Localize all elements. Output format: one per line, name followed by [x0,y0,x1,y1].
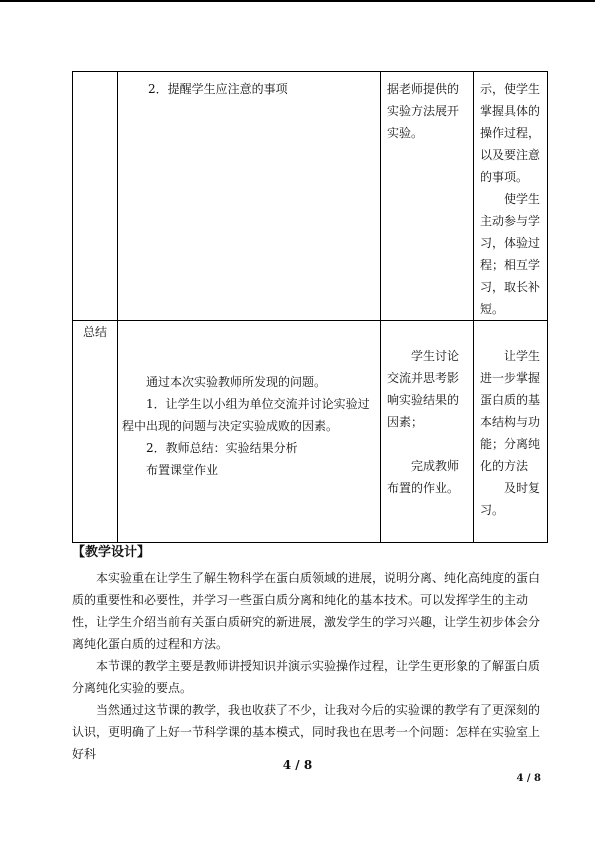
design-intent-cell [474,72,548,321]
design-intent-text: 让学生进一步掌握蛋白质的基本结构与功能；分离纯化的方法 [480,349,541,473]
lesson-table [72,71,548,543]
teacher-activity-cell [118,321,381,543]
table-row [73,321,548,543]
paragraph: 本实验重在让学生了解生物科学在蛋白质领域的进展，说明分离、纯化高纯度的蛋白质的重要性和必要性，并学习一些蛋白质分离和纯化的基本技术。可以发挥学生的主动性，让学生介绍当前有关蛋白质研究的新进展，激发学生的学习兴趣，让学生初步体会分离纯化蛋白质的过程和方法。 [72,571,541,651]
design-intent-cell [474,321,548,543]
student-activity-cell [381,321,474,543]
teacher-activity-text: 通过本次实验教师所发现的问题。 [146,375,327,389]
section-body [72,567,542,765]
design-intent-text: 示，使学生掌握具体的操作过程，以及要注意的事项。 [480,82,541,184]
stage-cell [73,321,118,543]
table-row [73,72,548,321]
teacher-activity-text: 1．让学生以小组为单位交流并讨论实验过程中出现的问题与决定实验成败的因素。 [122,397,370,433]
section-title: 【教学设计】 [72,545,151,560]
stage-label: 总结 [82,325,107,339]
teacher-activity-text: 布置课堂作业 [146,463,219,477]
stage-cell [73,72,118,321]
student-activity-text: 完成教师布置的作业。 [387,459,460,495]
student-activity-text: 据老师提供的实验方法展开实验。 [387,82,460,140]
top-rule [0,0,595,2]
paragraph: 当然通过这节课的教学，我也收获了不少，让我对今后的实验课的教学有了更深刻的认识，更明确了上好一节科学课的基本模式，同时我也在思考一个问题：怎样在实验室上好科 [72,703,541,761]
teacher-activity-text: 2．提醒学生应注意的事项 [148,82,288,96]
teacher-activity-cell [118,72,381,321]
design-intent-text: 使学生主动参与学习，体验过程；相互学习，取长补短。 [480,192,541,316]
page-number-corner: 4 / 8 [516,773,541,784]
design-intent-text: 及时复习。 [480,481,541,517]
teacher-activity-text: 2．教师总结：实验结果分析 [146,441,298,455]
paragraph: 本节课的教学主要是教师讲授知识并演示实验操作过程，让学生更形象的了解蛋白质分离纯化实验的要点。 [72,659,541,695]
student-activity-cell [381,72,474,321]
page-number: 4 / 8 [282,758,313,772]
student-activity-text: 学生讨论交流并思考影响实验结果的因素； [387,349,460,429]
